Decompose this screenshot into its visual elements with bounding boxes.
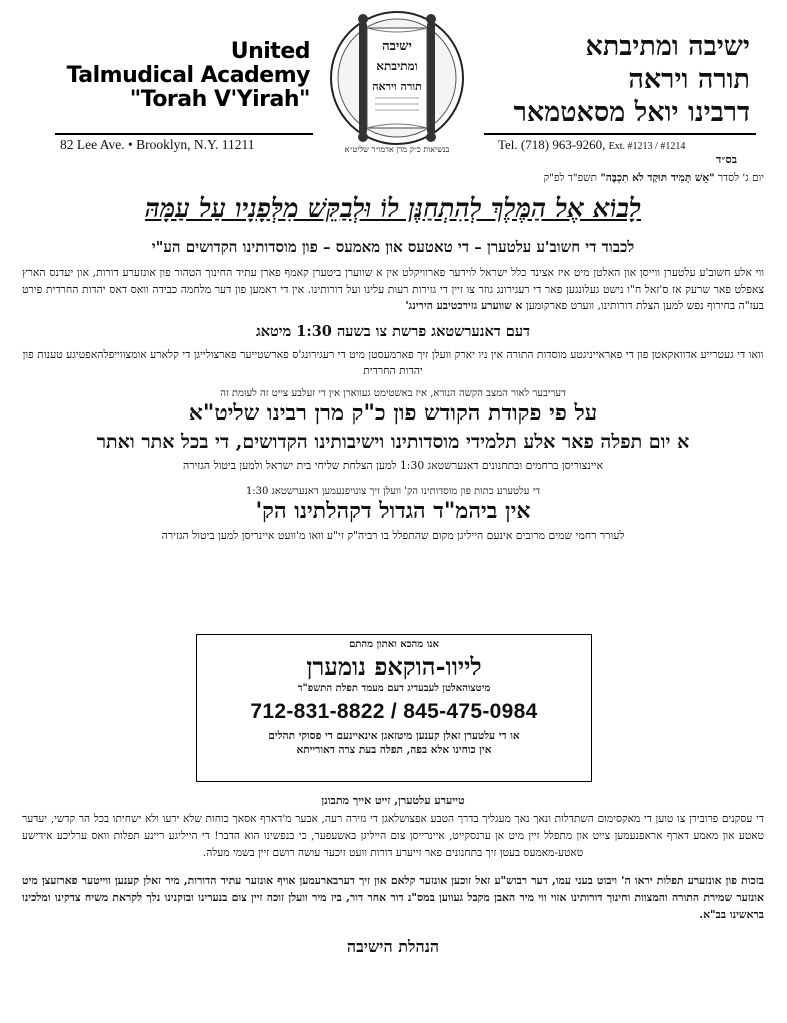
hookup-box-intro: אנו מהכא ואתון מהתם <box>349 639 439 650</box>
rebbe-directive-heading: על פי פקודת הקודש פון כ"ק מרן רבינו שליט"א <box>188 399 598 426</box>
beis-medrash-details: לעורר רחמי שמים מרובים אינעם הייליגן מקום שהתפלל בו רביה"ק זי"ע וואו מ'וועט איינריסן למען ביטול הגזירה <box>161 528 625 542</box>
bsd-mark: בס״ד <box>716 153 738 166</box>
hearing-time-heading: דעם דאנערשטאג פרשת צו בשעה 1:30 מיטאג <box>255 322 531 340</box>
english-name-line3: "Torah V'Yirah" <box>129 87 310 112</box>
seal-text-1: ישיבה <box>382 39 412 54</box>
hookup-phone-numbers: 712-831-8822 / 845-475-0984 <box>250 700 538 723</box>
letter-body <box>22 172 764 542</box>
hebrew-name-line1: ישיבה ומתיבתא <box>585 31 750 62</box>
intro-text: ווי אלע חשוב'ע עלטערן ווייסן און האלטן מיט איז אצינד כלל ישראל לוידער פארוויקלט אין א שווערן ביטערן קאמף פארן עתיד החינוך הטהור פון אונזערע דורות, און יעדנס הארץ צאפלט פאר שרעק אז ס'זאל ח"ו נישט געלונגען פאר די רעגירונג גוזר צו זיין די גזירות רעות עלינו ועל דורותינו. אין די ראמען פון דער מלחמה כבידה וואס דאס יהדות החרדית פירט בעז"ה בחירוף נפש למען הצלת דורותינו, ווערט פארקומען <box>22 266 764 312</box>
dear-parents-heading: טייערע עלטערן, זייט אייך מתבונן <box>321 794 465 807</box>
signature: הנהלת הישיבה <box>346 937 440 956</box>
hookup-box-subtitle: מיטצוהאלטן לעבעדיג דעם מעמד תפלת התשפ"ד <box>297 683 491 694</box>
older-classes-line: די עלטערע כתות פון מוסדותינו הק' וועלן זיך צונויפנעמען דאנערשטאג 1:30 <box>245 485 541 497</box>
hookup-box-note: או די עלטערן זאלן קענען מיטזאגן אינאיינעם די פסוקי תהלים <box>268 730 520 742</box>
phone-extensions: Ext. #1213 / #1214 <box>608 141 686 152</box>
english-school-name <box>60 40 310 112</box>
live-hookup-box <box>196 634 592 782</box>
decision-line: דעריבער לאור המצב הקשה הנורא, איז באשטימט געווארן אין די זעלבע צייט זה לעומת זה <box>220 387 566 399</box>
school-phone <box>498 137 685 153</box>
english-name-line1: United <box>230 39 310 64</box>
seal-text-3: תורה ויראה <box>372 80 422 93</box>
intro-bold-text: א שווערע גזירכטיבע הירינג' <box>405 299 523 312</box>
hebrew-school-name <box>475 30 750 129</box>
seal-text-2: ומתיבתא <box>376 59 418 73</box>
school-seal-logo <box>317 6 477 156</box>
letterhead <box>0 0 787 166</box>
phone-number: Tel. (718) 963-9260, <box>498 137 606 152</box>
lawyers-paragraph: וואו די געטרייע אדוואקאטן פון די פאראייניגטע מוסדות התורה אין ניו יארק וועלן זיך פארמעסטן מיט די רעגירונג'ס פארשטייער פארצולייגן די קלארע אומצווייפלהאפטיגע טענות פון יהדות החרדית <box>22 347 764 377</box>
hebrew-name-line2: תורה ויראה <box>628 64 750 95</box>
prayer-day-heading: א יום תפלה פאר אלע תלמידי מוסדותינו וישיבותינו הקדושים, די בכל אתר ואתר <box>96 430 690 453</box>
beis-medrash-heading: אין ביהמ"ד הגדול דקהלתינו הק' <box>255 497 531 524</box>
effort-paragraph: די עסקנים פרובירן צו טוען די מאקסימום השתדלות ונאך נאך מעגליך בדרך הטבע אפצושלאגן די גזירה רעה, אבער מ'דארף אסאך כוחות שלא ירעו ולא ישחיתו בכל הר קדשי, יעדער טאטע און מאמע דארף אראפנעמען צייט און מתפלל זיין מיט אן ערנסקייט, איינרייסן צום הייליגן באשעפער, כי בנפשינו הוא הדבר! די הייליגע ריינע תפלות וואס ערליכע אידישע טאטע-מאמעס בעטן זיך בתחנונים פאר זייערע דורות וועט זיכער עושה רושם זיין בשמי מעלה. <box>22 813 764 859</box>
hebrew-name-line3: דרבינו יואל מסאטמאר <box>513 97 750 128</box>
letterhead-divider-right <box>484 133 756 135</box>
intro-paragraph <box>22 265 764 315</box>
hookup-box-quote: אין כוחינו אלא בפה, תפלה בעת צרה דאורייתא <box>296 744 492 756</box>
main-title: לָבוֹא אֶל הַמֶּלֶךְ לְהִתְחַנֶּן לוֹ וּלְבַקֵּשׁ מִלְּפָנָיו עַל עַמָּהּ <box>144 194 642 224</box>
letterhead-divider-left <box>55 133 313 135</box>
school-address: 82 Lee Ave. • Brooklyn, N.Y. 11211 <box>60 137 255 152</box>
date-quote: "אֵשׁ תָּמִיד תּוּקַד לֹא תִכְבֶּה" <box>600 172 715 184</box>
date-prefix: יום ג' לסדר <box>714 172 764 184</box>
prayer-day-details: איינצוריסן ברחמים ובתחנונים דאנערשטאג 1:30 למען הצלחת שליחי בית ישראל ולמען ביטול הגזירה <box>183 458 603 472</box>
hookup-box-title: לייוו-הוקאפ נומערן <box>306 652 482 681</box>
letter-subtitle: לכבוד די חשוב'ע עלטערן – די טאטעס און מאמעס – פון מוסדותינו הקדושים הע"י <box>151 238 635 256</box>
date-line <box>22 172 764 184</box>
date-suffix: תשפ"ד לפ"ק <box>543 172 601 184</box>
seal-bottom-text: בנשיאות כ״ק מרן אדמו״ר שליט״א <box>344 145 450 154</box>
english-name-line2: Talmudical Academy <box>66 63 310 88</box>
closing-paragraph: בזכות פון אונזערע תפלות יראו ה' ויבוט בעני עמו, דער רבוש"ע זאל זוכען אונזער קלאם און זיך דערבארעמען אויף אונזער עתיד הדורות, מיר זאלן קענען ווייטער פארזעצן מיט אונזער שמירת התורה והמצוות וחינוך דורותינו אזוי ווי מיר האבן מקבל געווען במס"נ דור אחר דור, ביז מיר וועלן זוכה זיין צום בנערינו ובזקנינו נלך לקראת משיח צדקינו ומלכינו בראשינו בב"א. <box>22 874 764 921</box>
closing-section <box>22 790 764 957</box>
